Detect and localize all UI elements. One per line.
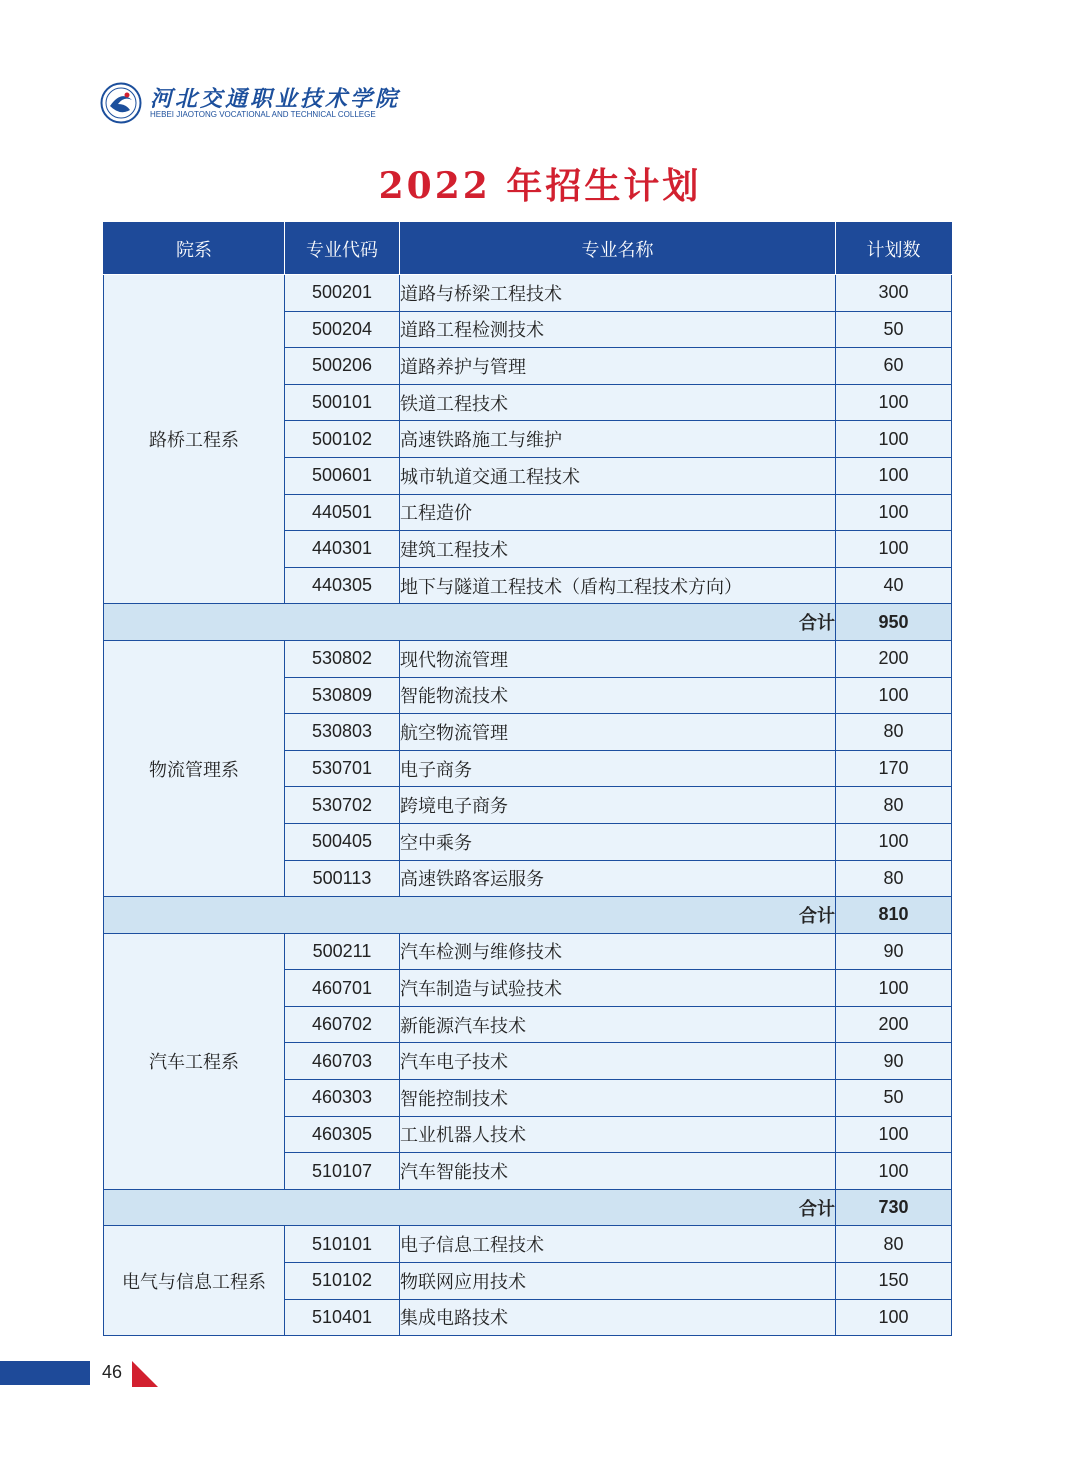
plan-count-cell: 90 — [836, 933, 952, 970]
major-code-cell: 510401 — [285, 1299, 400, 1336]
subtotal-row — [104, 604, 952, 641]
table-row — [104, 933, 952, 970]
table-row — [104, 275, 952, 312]
footer-accent-bar — [0, 1361, 90, 1385]
college-name-en: HEBEI JIAOTONG VOCATIONAL AND TECHNICAL COLLEGE — [150, 110, 376, 119]
table-row — [104, 1226, 952, 1263]
plan-count-cell: 80 — [836, 714, 952, 751]
plan-count-cell: 100 — [836, 494, 952, 531]
plan-count-cell: 150 — [836, 1263, 952, 1300]
header-major: 专业名称 — [400, 223, 836, 275]
subtotal-row — [104, 1189, 952, 1226]
plan-count-cell: 100 — [836, 677, 952, 714]
dept-cell: 电气与信息工程系 — [104, 1226, 285, 1336]
major-name-cell: 跨境电子商务 — [400, 787, 836, 824]
plan-count-cell: 100 — [836, 1299, 952, 1336]
major-code-cell: 500113 — [285, 860, 400, 897]
major-name-cell: 汽车智能技术 — [400, 1153, 836, 1190]
plan-count-cell: 80 — [836, 787, 952, 824]
major-name-cell: 汽车检测与维修技术 — [400, 933, 836, 970]
major-name-cell: 空中乘务 — [400, 823, 836, 860]
major-name-cell: 道路养护与管理 — [400, 348, 836, 385]
major-name-cell: 道路工程检测技术 — [400, 311, 836, 348]
major-name-cell: 建筑工程技术 — [400, 531, 836, 568]
plan-count-cell: 200 — [836, 640, 952, 677]
major-name-cell: 智能物流技术 — [400, 677, 836, 714]
major-name-cell: 新能源汽车技术 — [400, 1006, 836, 1043]
major-code-cell: 460701 — [285, 970, 400, 1007]
major-code-cell: 500206 — [285, 348, 400, 385]
college-emblem-icon — [100, 82, 142, 124]
dept-cell: 汽车工程系 — [104, 933, 285, 1189]
major-code-cell: 530809 — [285, 677, 400, 714]
plan-count-cell: 50 — [836, 311, 952, 348]
major-code-cell: 530802 — [285, 640, 400, 677]
major-name-cell: 汽车制造与试验技术 — [400, 970, 836, 1007]
major-name-cell: 智能控制技术 — [400, 1080, 836, 1117]
plan-count-cell: 170 — [836, 750, 952, 787]
table-row — [104, 640, 952, 677]
major-name-cell: 地下与隧道工程技术（盾构工程技术方向） — [400, 567, 836, 604]
dept-cell: 路桥工程系 — [104, 275, 285, 604]
major-code-cell: 500211 — [285, 933, 400, 970]
major-code-cell: 500204 — [285, 311, 400, 348]
major-code-cell: 500102 — [285, 421, 400, 458]
major-name-cell: 现代物流管理 — [400, 640, 836, 677]
plan-count-cell: 100 — [836, 531, 952, 568]
header-code: 专业代码 — [285, 223, 400, 275]
plan-count-cell: 200 — [836, 1006, 952, 1043]
major-code-cell: 460303 — [285, 1080, 400, 1117]
major-name-cell: 城市轨道交通工程技术 — [400, 457, 836, 494]
plan-count-cell: 50 — [836, 1080, 952, 1117]
page-title: 2022 年招生计划 — [378, 165, 702, 207]
page-number: 46 — [102, 1362, 123, 1382]
major-code-cell: 500601 — [285, 457, 400, 494]
subtotal-value: 950 — [836, 604, 952, 641]
major-name-cell: 铁道工程技术 — [400, 384, 836, 421]
subtotal-label: 合计 — [104, 604, 836, 641]
plan-count-cell: 100 — [836, 823, 952, 860]
major-code-cell: 440501 — [285, 494, 400, 531]
major-code-cell: 530702 — [285, 787, 400, 824]
header-dept: 院系 — [104, 223, 285, 275]
subtotal-row — [104, 897, 952, 934]
enrollment-plan-table — [103, 222, 952, 1336]
major-code-cell: 440301 — [285, 531, 400, 568]
major-code-cell: 440305 — [285, 567, 400, 604]
plan-count-cell: 100 — [836, 421, 952, 458]
subtotal-label: 合计 — [104, 1189, 836, 1226]
footer-triangle-icon — [132, 1361, 158, 1387]
subtotal-value: 810 — [836, 897, 952, 934]
plan-count-cell: 300 — [836, 275, 952, 312]
major-code-cell: 460702 — [285, 1006, 400, 1043]
college-logo — [100, 80, 400, 124]
major-code-cell: 500201 — [285, 275, 400, 312]
college-name-cn: 河北交通职业技术学院 — [150, 86, 401, 112]
major-name-cell: 工业机器人技术 — [400, 1116, 836, 1153]
plan-count-cell: 100 — [836, 384, 952, 421]
subtotal-value: 730 — [836, 1189, 952, 1226]
plan-count-cell: 90 — [836, 1043, 952, 1080]
major-code-cell: 460305 — [285, 1116, 400, 1153]
major-code-cell: 460703 — [285, 1043, 400, 1080]
subtotal-label: 合计 — [104, 897, 836, 934]
major-code-cell: 510102 — [285, 1263, 400, 1300]
major-code-cell: 510107 — [285, 1153, 400, 1190]
major-code-cell: 530803 — [285, 714, 400, 751]
major-name-cell: 工程造价 — [400, 494, 836, 531]
plan-count-cell: 100 — [836, 970, 952, 1007]
major-name-cell: 集成电路技术 — [400, 1299, 836, 1336]
major-name-cell: 电子商务 — [400, 750, 836, 787]
plan-count-cell: 100 — [836, 1153, 952, 1190]
plan-count-cell: 80 — [836, 860, 952, 897]
dept-cell: 物流管理系 — [104, 640, 285, 896]
plan-count-cell: 60 — [836, 348, 952, 385]
major-code-cell: 500101 — [285, 384, 400, 421]
plan-count-cell: 100 — [836, 457, 952, 494]
major-name-cell: 道路与桥梁工程技术 — [400, 275, 836, 312]
major-name-cell: 航空物流管理 — [400, 714, 836, 751]
major-name-cell: 高速铁路施工与维护 — [400, 421, 836, 458]
plan-count-cell: 40 — [836, 567, 952, 604]
plan-count-cell: 100 — [836, 1116, 952, 1153]
major-name-cell: 物联网应用技术 — [400, 1263, 836, 1300]
major-code-cell: 510101 — [285, 1226, 400, 1263]
major-code-cell: 500405 — [285, 823, 400, 860]
plan-count-cell: 80 — [836, 1226, 952, 1263]
major-name-cell: 电子信息工程技术 — [400, 1226, 836, 1263]
major-name-cell: 高速铁路客运服务 — [400, 860, 836, 897]
major-code-cell: 530701 — [285, 750, 400, 787]
major-name-cell: 汽车电子技术 — [400, 1043, 836, 1080]
table-body — [104, 275, 952, 1336]
header-plan: 计划数 — [836, 223, 952, 275]
table-header-row — [104, 223, 952, 275]
